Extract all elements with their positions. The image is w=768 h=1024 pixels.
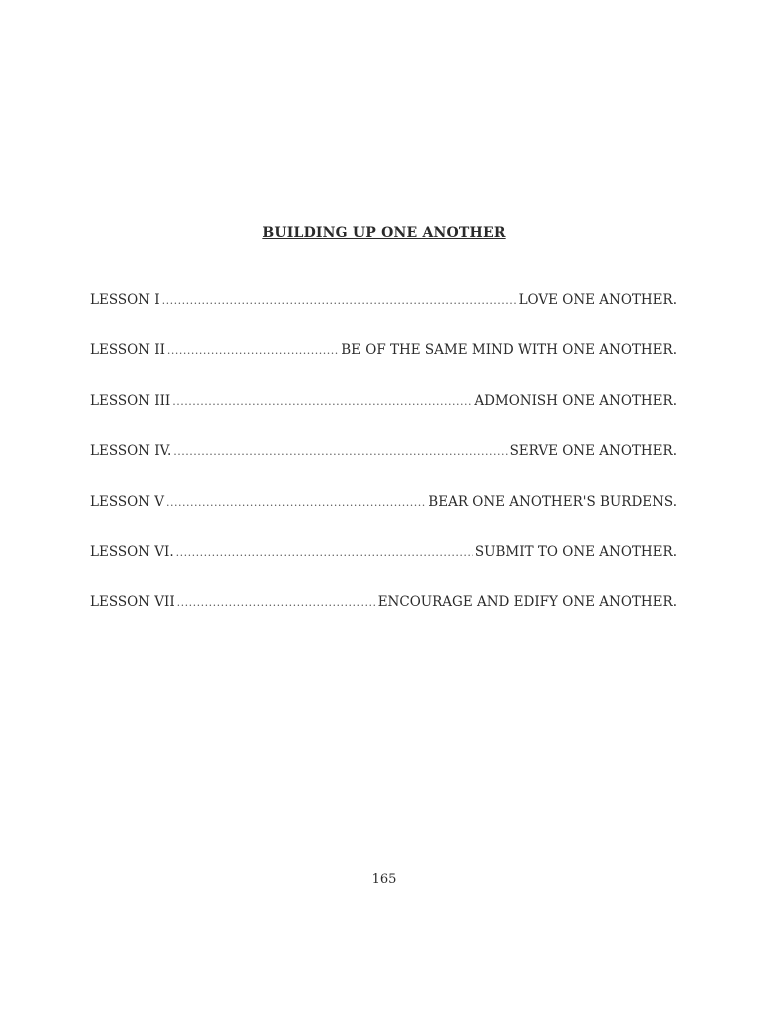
toc-entry-lesson-1 bbox=[90, 292, 677, 312]
lesson-label: LESSON V bbox=[90, 494, 164, 510]
dot-leader bbox=[173, 445, 507, 458]
toc-entry-lesson-5 bbox=[90, 494, 677, 514]
toc-entry-lesson-7 bbox=[90, 594, 677, 614]
lesson-title: SUBMIT TO ONE ANOTHER. bbox=[474, 544, 677, 560]
lesson-title: LOVE ONE ANOTHER. bbox=[518, 292, 677, 308]
page-title: BUILDING UP ONE ANOTHER bbox=[262, 225, 506, 241]
lesson-label: LESSON IV. bbox=[90, 443, 172, 459]
lesson-label: LESSON I bbox=[90, 292, 160, 308]
lesson-label: LESSON VI. bbox=[90, 544, 174, 560]
toc-entry-lesson-6 bbox=[90, 544, 677, 564]
lesson-label: LESSON II bbox=[90, 342, 165, 358]
lesson-label: LESSON III bbox=[90, 393, 171, 409]
lesson-title: ENCOURAGE AND EDIFY ONE ANOTHER. bbox=[377, 594, 677, 610]
page-number: 165 bbox=[371, 872, 397, 887]
dot-leader bbox=[177, 596, 376, 609]
dot-leader bbox=[167, 344, 339, 357]
toc-entry-lesson-2 bbox=[90, 342, 677, 362]
dot-leader bbox=[162, 294, 517, 307]
toc-entry-lesson-3 bbox=[90, 393, 677, 413]
toc-entry-lesson-4 bbox=[90, 443, 677, 463]
lesson-title: BEAR ONE ANOTHER'S BURDENS. bbox=[428, 494, 677, 510]
lesson-title: SERVE ONE ANOTHER. bbox=[509, 443, 677, 459]
lesson-title: BE OF THE SAME MIND WITH ONE ANOTHER. bbox=[341, 342, 677, 358]
lesson-title: ADMONISH ONE ANOTHER. bbox=[474, 393, 677, 409]
dot-leader bbox=[172, 395, 472, 408]
dot-leader bbox=[166, 496, 426, 509]
dot-leader bbox=[176, 546, 473, 559]
lesson-label: LESSON VII bbox=[90, 594, 175, 610]
